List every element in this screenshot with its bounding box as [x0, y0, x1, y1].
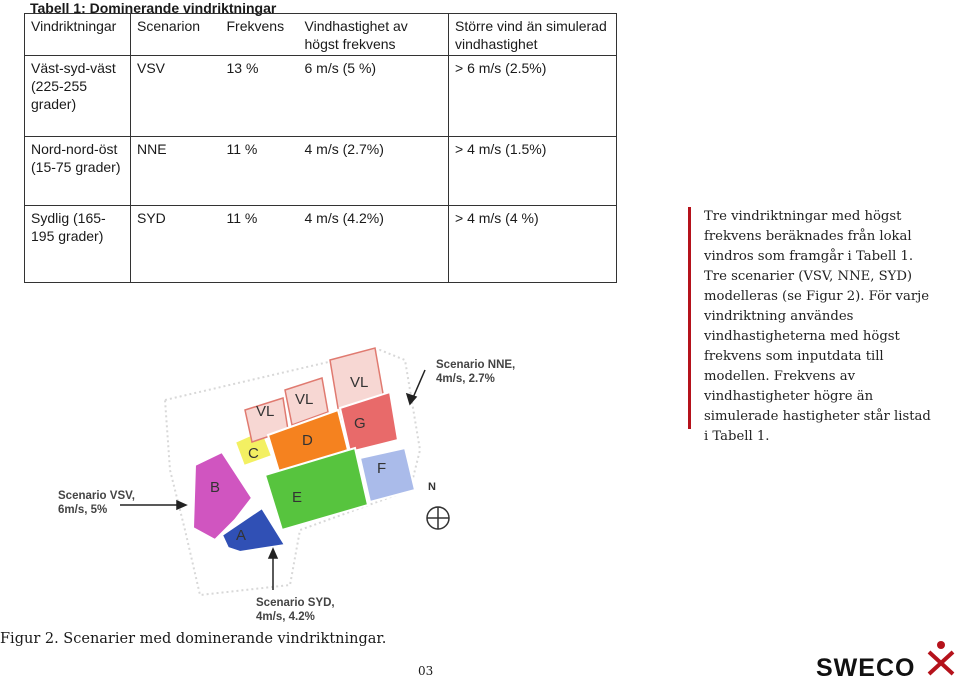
table-cell: NNE: [131, 137, 221, 206]
table-cell: Nord-nord-öst (15-75 grader): [25, 137, 131, 206]
block-label: C: [248, 445, 259, 462]
scenario-vsv-label: Scenario VSV,: [58, 490, 135, 502]
scenario-nne-label: Scenario NNE,: [436, 359, 516, 371]
col-header: Vindriktningar: [25, 14, 131, 56]
site-map: [0, 330, 680, 630]
table-cell: > 4 m/s (4 %): [449, 206, 617, 283]
sweco-mark-icon: [924, 638, 958, 676]
arrow-nne: [412, 370, 425, 400]
block-label: VL: [295, 391, 314, 408]
svg-text:4m/s, 4.2%: 4m/s, 4.2%: [256, 611, 315, 623]
compass-icon: [427, 507, 449, 529]
table-row: [25, 56, 617, 137]
svg-text:6m/s, 5%: 6m/s, 5%: [58, 504, 108, 516]
table-cell: 6 m/s (5 %): [299, 56, 449, 137]
block-label: A: [236, 527, 247, 544]
table-row: [25, 206, 617, 283]
svg-text:4m/s, 2.7%: 4m/s, 2.7%: [436, 373, 495, 385]
col-header: Scenarion: [131, 14, 221, 56]
block-label: B: [210, 479, 221, 496]
table-cell: VSV: [131, 56, 221, 137]
col-header: Frekvens: [221, 14, 299, 56]
block-label: D: [302, 432, 313, 449]
table-title: Tabell 1: Dominerande vindriktningar: [30, 0, 277, 16]
table-cell: Väst-syd-väst (225-255 grader): [25, 56, 131, 137]
sweco-logo: [812, 632, 960, 682]
table-cell: 13 %: [221, 56, 299, 137]
table-cell: > 6 m/s (2.5%): [449, 56, 617, 137]
block-f: [360, 448, 415, 502]
block-label: VL: [350, 374, 369, 391]
block-label: VL: [256, 403, 275, 420]
table-header-row: [25, 14, 617, 56]
table-cell: > 4 m/s (1.5%): [449, 137, 617, 206]
table-cell: 4 m/s (2.7%): [299, 137, 449, 206]
page-number: 03: [418, 664, 434, 678]
block-label: G: [354, 415, 366, 432]
wind-table: [24, 13, 617, 283]
col-header: Vindhastighet av högst frekvens: [299, 14, 449, 56]
table-cell: 4 m/s (4.2%): [299, 206, 449, 283]
col-header: Större vind än simulerad vindhastighet: [449, 14, 617, 56]
logo-text: SWECO: [816, 654, 916, 682]
north-label: N: [428, 481, 436, 493]
figure-caption: Figur 2. Scenarier med dominerande vindriktningar.: [0, 631, 387, 647]
scenario-syd-label: Scenario SYD,: [256, 597, 335, 609]
table-cell: 11 %: [221, 137, 299, 206]
block-label: E: [292, 489, 303, 506]
sidebar-text: Tre vindriktningar med högst frekvens beräknades från lokal vindros som framgår i Tabell 1. Tre scenarier (VSV, NNE, SYD) modelleras (se Figur 2). För varje vindriktning användes vindhastigheterna med högst frekvens som inputdata till modellen. Frekvens av vindhastigheter högre än simulerade hastigheter står listad i Tabell 1.: [688, 207, 933, 429]
table-cell: SYD: [131, 206, 221, 283]
table-cell: 11 %: [221, 206, 299, 283]
table-cell: Sydlig (165-195 grader): [25, 206, 131, 283]
block-label: F: [377, 460, 387, 477]
table-row: [25, 137, 617, 206]
